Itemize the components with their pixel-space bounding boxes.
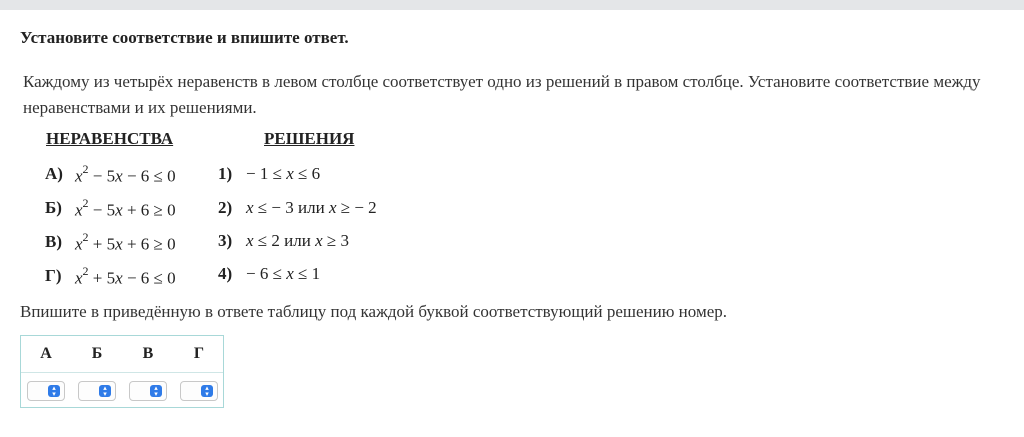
inequality-a: $x^2 - 5x - 6 \le 0$: [75, 162, 176, 186]
solution-1: − 1 ≤ x ≤ 6: [246, 164, 321, 183]
inequality-label-a: А): [45, 164, 63, 183]
column-header-solutions: РЕШЕНИЯ: [264, 129, 355, 148]
chevron-updown-icon: ▴ ▾: [48, 385, 60, 397]
answer-header-b: Б: [91, 345, 103, 362]
inequality-label-g: Г): [45, 266, 62, 285]
top-bar: [0, 0, 1024, 10]
answer-select-g[interactable]: [180, 381, 218, 401]
inequality-b: $x^2 - 5x + 6 \ge 0$: [75, 196, 176, 220]
solution-label-3: 3): [218, 231, 233, 250]
solution-4: − 6 ≤ x ≤ 1: [246, 264, 321, 283]
chevron-updown-icon: ▴ ▾: [150, 385, 162, 397]
chevron-updown-icon: ▴ ▾: [99, 385, 111, 397]
answer-instruction: Впишите в приведённую в ответе таблицу под каждой буквой соответствующий решению номер.: [20, 302, 728, 321]
solution-label-2: 2): [218, 198, 233, 217]
answer-select-v[interactable]: [129, 381, 167, 401]
task-heading: Установите соответствие и впишите ответ.: [20, 28, 349, 47]
solution-label-1: 1): [218, 164, 233, 183]
solution-3: x ≤ 2 или x ≥ 3: [246, 231, 349, 250]
chevron-updown-icon: ▴ ▾: [201, 385, 213, 397]
inequality-label-v: В): [45, 232, 62, 251]
answer-select-b[interactable]: [78, 381, 116, 401]
answer-header-g: Г: [193, 345, 205, 362]
column-header-inequalities: НЕРАВЕНСТВА: [46, 129, 174, 148]
task-intro: Каждому из четырёх неравенств в левом столбце соответствует одно из решений в правом столбце. Установите соответствие между неравенствами и их решениями.: [23, 72, 981, 117]
answer-table: [20, 335, 224, 408]
solution-2: x ≤ − 3 или x ≥ − 2: [246, 198, 377, 217]
answer-header-v: В: [142, 345, 154, 362]
inequality-label-b: Б): [45, 198, 62, 217]
inequality-v: $x^2 + 5x + 6 \ge 0$: [75, 230, 176, 254]
inequality-g: $x^2 + 5x - 6 \le 0$: [75, 264, 176, 288]
answer-select-a[interactable]: [27, 381, 65, 401]
solution-label-4: 4): [218, 264, 233, 283]
answer-header-a: А: [40, 345, 52, 362]
answer-table-divider: [21, 372, 223, 373]
